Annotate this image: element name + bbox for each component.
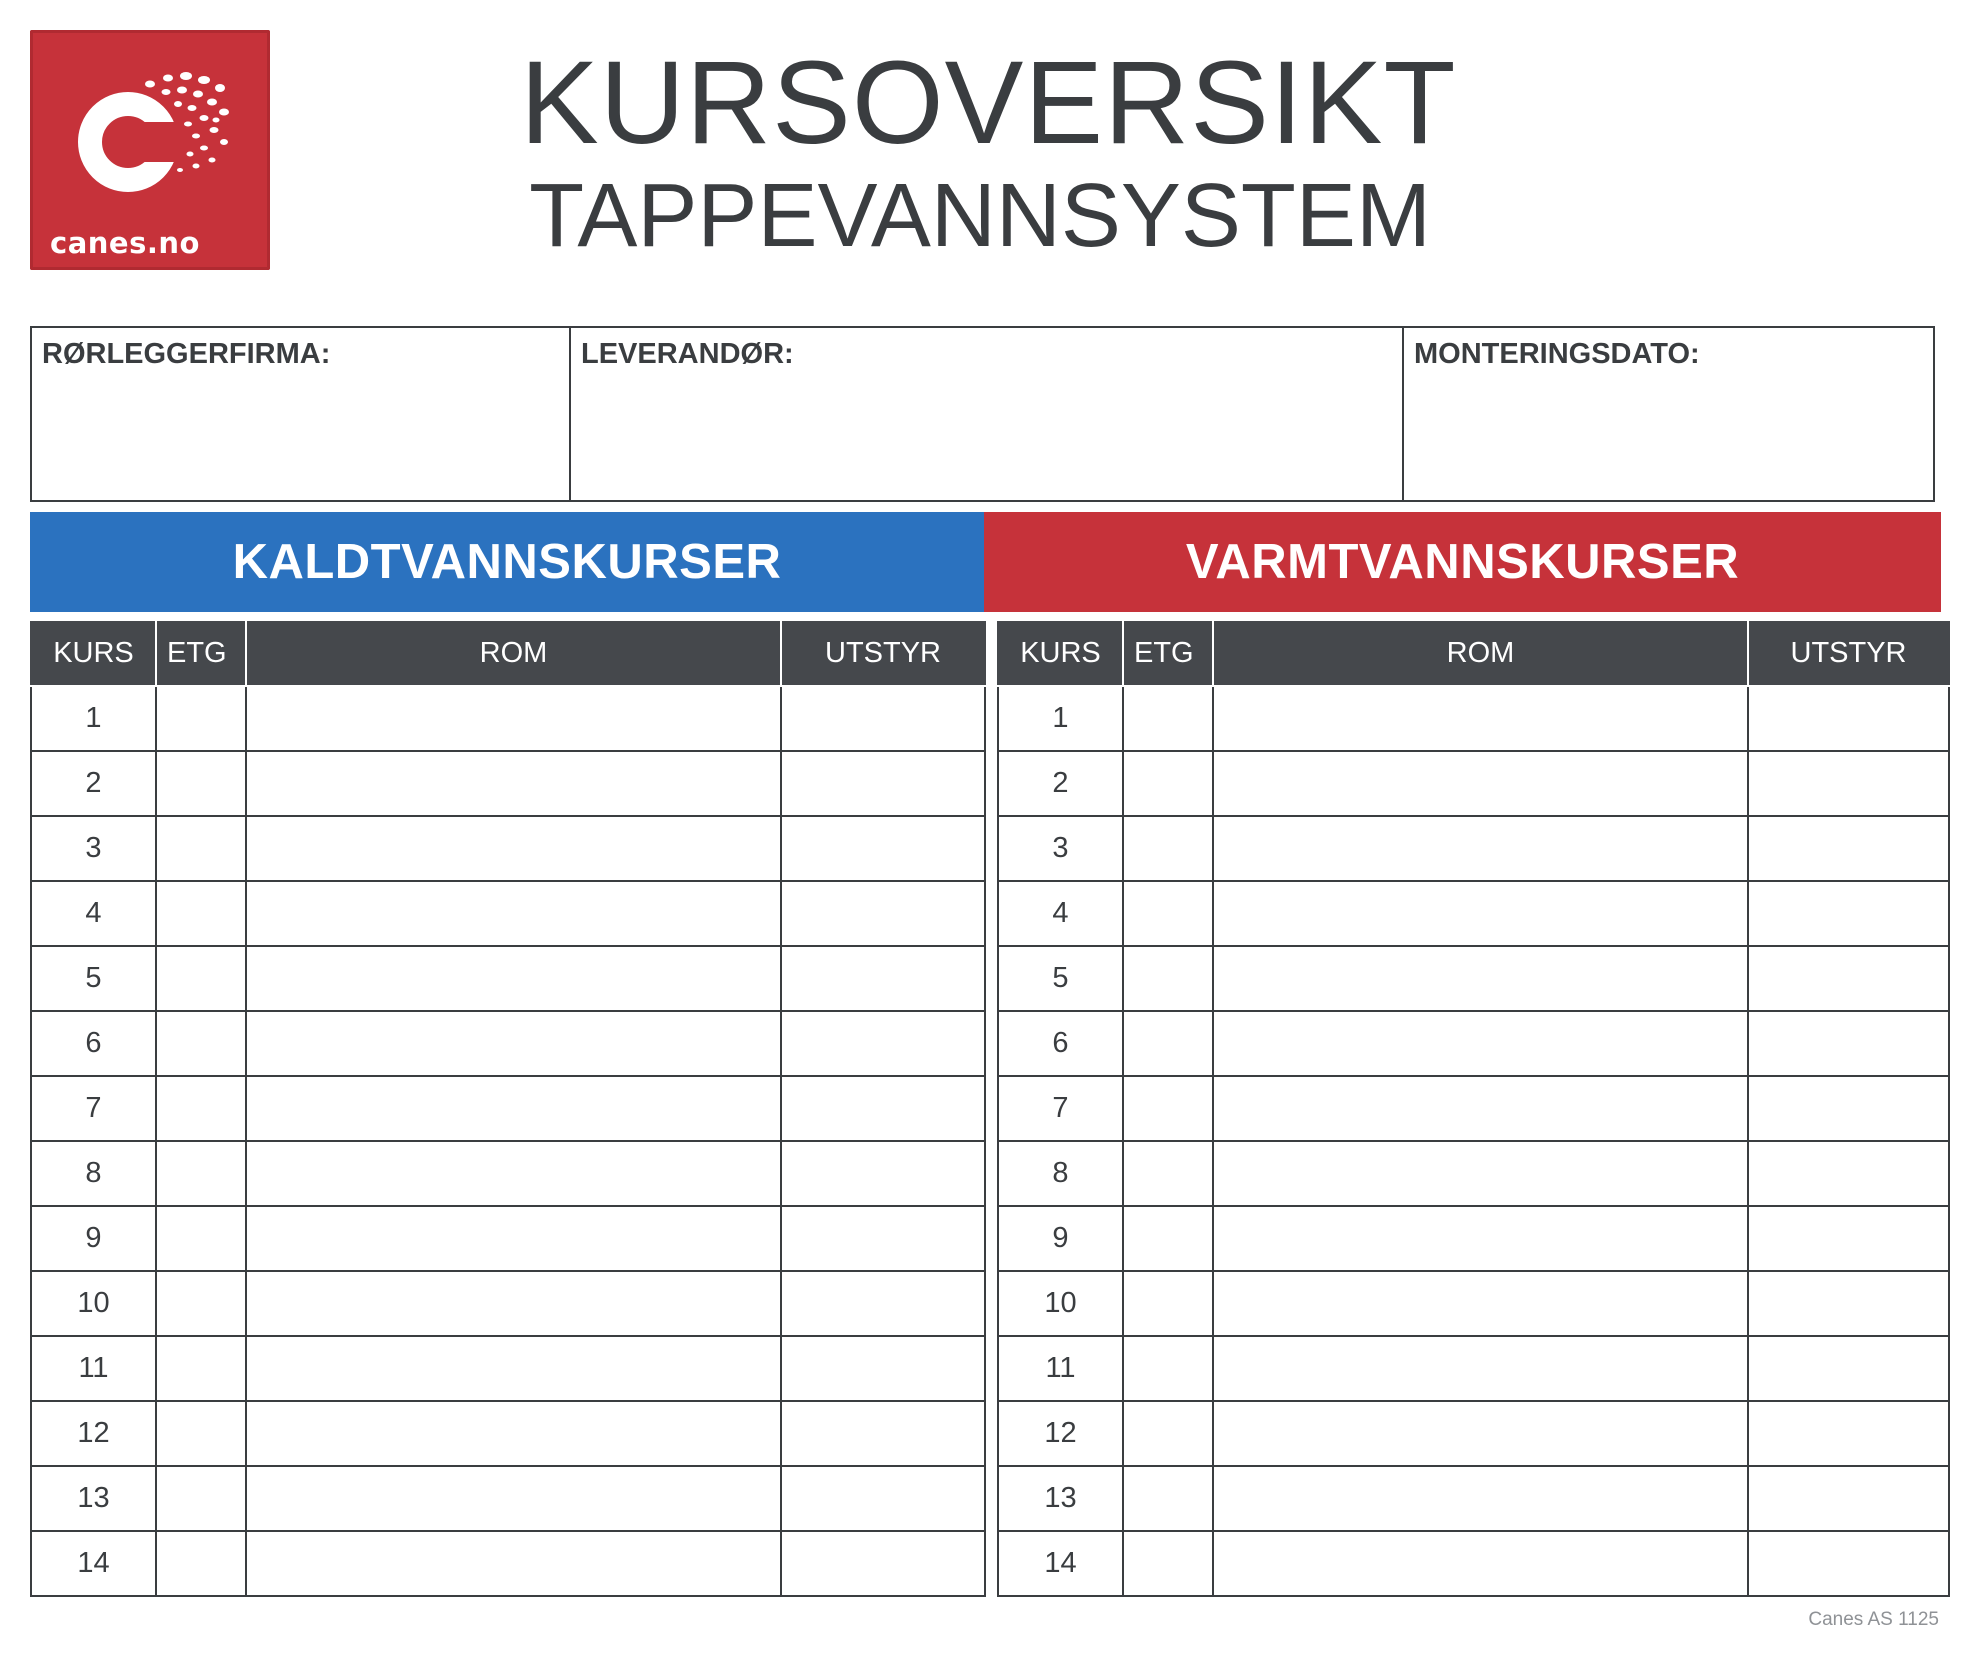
etg-cell[interactable] bbox=[1123, 1401, 1213, 1466]
kurs-number: 6 bbox=[998, 1011, 1123, 1076]
etg-cell[interactable] bbox=[1123, 686, 1213, 751]
utstyr-cell[interactable] bbox=[1748, 1206, 1949, 1271]
kurs-number: 4 bbox=[31, 881, 156, 946]
rom-cell[interactable] bbox=[246, 1466, 781, 1531]
table-row bbox=[31, 946, 985, 1011]
kurs-number: 2 bbox=[31, 751, 156, 816]
utstyr-cell[interactable] bbox=[1748, 1011, 1949, 1076]
etg-cell[interactable] bbox=[156, 1206, 246, 1271]
utstyr-cell[interactable] bbox=[781, 1141, 985, 1206]
rom-cell[interactable] bbox=[246, 881, 781, 946]
hot-water-banner: VARMTVANNSKURSER bbox=[984, 512, 1941, 612]
utstyr-cell[interactable] bbox=[781, 751, 985, 816]
table-row bbox=[31, 751, 985, 816]
rom-cell[interactable] bbox=[246, 816, 781, 881]
rom-cell[interactable] bbox=[246, 686, 781, 751]
table-row bbox=[998, 1401, 1949, 1466]
etg-cell[interactable] bbox=[156, 946, 246, 1011]
rom-cell[interactable] bbox=[1213, 1531, 1748, 1596]
logo-text: canes.no bbox=[50, 226, 200, 260]
utstyr-cell[interactable] bbox=[781, 686, 985, 751]
kurs-number: 8 bbox=[998, 1141, 1123, 1206]
kurs-number: 5 bbox=[31, 946, 156, 1011]
utstyr-cell[interactable] bbox=[1748, 946, 1949, 1011]
etg-cell[interactable] bbox=[1123, 751, 1213, 816]
kurs-number: 9 bbox=[998, 1206, 1123, 1271]
hot-table-header bbox=[998, 621, 1949, 686]
etg-cell[interactable] bbox=[1123, 1336, 1213, 1401]
rom-cell[interactable] bbox=[1213, 1401, 1748, 1466]
table-row bbox=[31, 1336, 985, 1401]
utstyr-cell[interactable] bbox=[1748, 1466, 1949, 1531]
rom-cell[interactable] bbox=[246, 1531, 781, 1596]
etg-cell[interactable] bbox=[1123, 816, 1213, 881]
rom-cell[interactable] bbox=[1213, 686, 1748, 751]
rom-cell[interactable] bbox=[246, 1401, 781, 1466]
kurs-number: 1 bbox=[31, 686, 156, 751]
installation-date-field[interactable] bbox=[1402, 328, 1933, 500]
utstyr-cell[interactable] bbox=[781, 946, 985, 1011]
rom-cell[interactable] bbox=[1213, 1076, 1748, 1141]
rom-cell[interactable] bbox=[1213, 881, 1748, 946]
table-row bbox=[998, 1141, 1949, 1206]
rom-cell[interactable] bbox=[1213, 1466, 1748, 1531]
rom-cell[interactable] bbox=[246, 946, 781, 1011]
rom-cell[interactable] bbox=[246, 1206, 781, 1271]
etg-cell[interactable] bbox=[1123, 1011, 1213, 1076]
utstyr-cell[interactable] bbox=[1748, 686, 1949, 751]
plumber-label: RØRLEGGERFIRMA: bbox=[42, 338, 331, 370]
utstyr-cell[interactable] bbox=[1748, 1076, 1949, 1141]
utstyr-cell[interactable] bbox=[781, 881, 985, 946]
col-kurs: KURS bbox=[998, 621, 1123, 686]
etg-cell[interactable] bbox=[156, 751, 246, 816]
kurs-number: 12 bbox=[998, 1401, 1123, 1466]
kurs-number: 1 bbox=[998, 686, 1123, 751]
etg-cell[interactable] bbox=[1123, 1271, 1213, 1336]
table-row bbox=[31, 1271, 985, 1336]
canes-logo bbox=[30, 30, 270, 270]
col-kurs: KURS bbox=[31, 621, 156, 686]
table-row bbox=[998, 881, 1949, 946]
utstyr-cell[interactable] bbox=[1748, 1271, 1949, 1336]
supplier-field[interactable] bbox=[569, 328, 1402, 500]
utstyr-cell[interactable] bbox=[1748, 816, 1949, 881]
etg-cell[interactable] bbox=[156, 1141, 246, 1206]
etg-cell[interactable] bbox=[156, 816, 246, 881]
kurs-number: 6 bbox=[31, 1011, 156, 1076]
etg-cell[interactable] bbox=[1123, 881, 1213, 946]
plumber-field[interactable] bbox=[32, 328, 569, 500]
utstyr-cell[interactable] bbox=[1748, 1141, 1949, 1206]
utstyr-cell[interactable] bbox=[781, 1076, 985, 1141]
etg-cell[interactable] bbox=[1123, 946, 1213, 1011]
utstyr-cell[interactable] bbox=[781, 1271, 985, 1336]
col-etg: ETG bbox=[156, 621, 246, 686]
etg-cell[interactable] bbox=[156, 1531, 246, 1596]
rom-cell[interactable] bbox=[246, 1141, 781, 1206]
kurs-number: 4 bbox=[998, 881, 1123, 946]
installation-date-label: MONTERINGSDATO: bbox=[1414, 338, 1700, 370]
table-row bbox=[998, 1336, 1949, 1401]
utstyr-cell[interactable] bbox=[1748, 751, 1949, 816]
kurs-number: 14 bbox=[998, 1531, 1123, 1596]
col-utstyr: UTSTYR bbox=[781, 621, 985, 686]
rom-cell[interactable] bbox=[1213, 1011, 1748, 1076]
rom-cell[interactable] bbox=[1213, 1336, 1748, 1401]
col-rom: ROM bbox=[246, 621, 781, 686]
footer-code: Canes AS 1125 bbox=[1808, 1609, 1939, 1630]
table-row bbox=[31, 1466, 985, 1531]
table-row bbox=[31, 816, 985, 881]
rom-cell[interactable] bbox=[246, 751, 781, 816]
utstyr-cell[interactable] bbox=[1748, 1336, 1949, 1401]
col-rom: ROM bbox=[1213, 621, 1748, 686]
kurs-number: 9 bbox=[31, 1206, 156, 1271]
etg-cell[interactable] bbox=[1123, 1206, 1213, 1271]
rom-cell[interactable] bbox=[246, 1271, 781, 1336]
table-row bbox=[998, 816, 1949, 881]
col-etg: ETG bbox=[1123, 621, 1213, 686]
utstyr-cell[interactable] bbox=[1748, 1401, 1949, 1466]
col-utstyr: UTSTYR bbox=[1748, 621, 1949, 686]
utstyr-cell[interactable] bbox=[1748, 881, 1949, 946]
table-row bbox=[31, 1141, 985, 1206]
kurs-number: 10 bbox=[998, 1271, 1123, 1336]
etg-cell[interactable] bbox=[1123, 1076, 1213, 1141]
kurs-number: 13 bbox=[998, 1466, 1123, 1531]
etg-cell[interactable] bbox=[156, 1271, 246, 1336]
rom-cell[interactable] bbox=[1213, 1206, 1748, 1271]
rom-cell[interactable] bbox=[1213, 1141, 1748, 1206]
rom-cell[interactable] bbox=[1213, 946, 1748, 1011]
rom-cell[interactable] bbox=[1213, 1271, 1748, 1336]
kurs-number: 13 bbox=[31, 1466, 156, 1531]
table-row bbox=[31, 1401, 985, 1466]
kurs-number: 7 bbox=[31, 1076, 156, 1141]
kurs-number: 14 bbox=[31, 1531, 156, 1596]
rom-cell[interactable] bbox=[1213, 751, 1748, 816]
etg-cell[interactable] bbox=[156, 1011, 246, 1076]
table-row bbox=[998, 1011, 1949, 1076]
kurs-number: 3 bbox=[998, 816, 1123, 881]
etg-cell[interactable] bbox=[156, 1401, 246, 1466]
etg-cell[interactable] bbox=[156, 1336, 246, 1401]
utstyr-cell[interactable] bbox=[1748, 1531, 1949, 1596]
hot-water-table bbox=[997, 621, 1950, 1597]
utstyr-cell[interactable] bbox=[781, 1011, 985, 1076]
table-row bbox=[998, 751, 1949, 816]
rom-cell[interactable] bbox=[1213, 816, 1748, 881]
page-title: KURSOVERSIKT bbox=[520, 37, 1457, 169]
cold-water-table bbox=[30, 621, 986, 1597]
table-row bbox=[998, 1531, 1949, 1596]
table-row bbox=[998, 1271, 1949, 1336]
kurs-number: 3 bbox=[31, 816, 156, 881]
page-subtitle: TAPPEVANNSYSTEM bbox=[529, 166, 1431, 266]
etg-cell[interactable] bbox=[1123, 1141, 1213, 1206]
info-box bbox=[30, 326, 1935, 502]
table-row bbox=[998, 686, 1949, 751]
kurs-number: 8 bbox=[31, 1141, 156, 1206]
etg-cell[interactable] bbox=[1123, 1531, 1213, 1596]
utstyr-cell[interactable] bbox=[781, 1466, 985, 1531]
kurs-number: 10 bbox=[31, 1271, 156, 1336]
cold-water-banner: KALDTVANNSKURSER bbox=[30, 512, 984, 612]
utstyr-cell[interactable] bbox=[781, 1206, 985, 1271]
table-row bbox=[998, 1466, 1949, 1531]
supplier-label: LEVERANDØR: bbox=[581, 338, 794, 370]
table-row bbox=[998, 946, 1949, 1011]
utstyr-cell[interactable] bbox=[781, 1336, 985, 1401]
kurs-number: 12 bbox=[31, 1401, 156, 1466]
table-row bbox=[31, 1011, 985, 1076]
utstyr-cell[interactable] bbox=[781, 816, 985, 881]
table-row bbox=[998, 1206, 1949, 1271]
etg-cell[interactable] bbox=[156, 686, 246, 751]
rom-cell[interactable] bbox=[246, 1011, 781, 1076]
table-row bbox=[31, 686, 985, 751]
table-row bbox=[998, 1076, 1949, 1141]
table-row bbox=[31, 881, 985, 946]
table-row bbox=[31, 1206, 985, 1271]
rom-cell[interactable] bbox=[246, 1336, 781, 1401]
kurs-number: 5 bbox=[998, 946, 1123, 1011]
rom-cell[interactable] bbox=[246, 1076, 781, 1141]
etg-cell[interactable] bbox=[1123, 1466, 1213, 1531]
utstyr-cell[interactable] bbox=[781, 1531, 985, 1596]
etg-cell[interactable] bbox=[156, 1076, 246, 1141]
kurs-number: 7 bbox=[998, 1076, 1123, 1141]
cold-table-header bbox=[31, 621, 985, 686]
utstyr-cell[interactable] bbox=[781, 1401, 985, 1466]
table-row bbox=[31, 1076, 985, 1141]
etg-cell[interactable] bbox=[156, 881, 246, 946]
kurs-number: 11 bbox=[31, 1336, 156, 1401]
kurs-number: 2 bbox=[998, 751, 1123, 816]
etg-cell[interactable] bbox=[156, 1466, 246, 1531]
table-row bbox=[31, 1531, 985, 1596]
kurs-number: 11 bbox=[998, 1336, 1123, 1401]
